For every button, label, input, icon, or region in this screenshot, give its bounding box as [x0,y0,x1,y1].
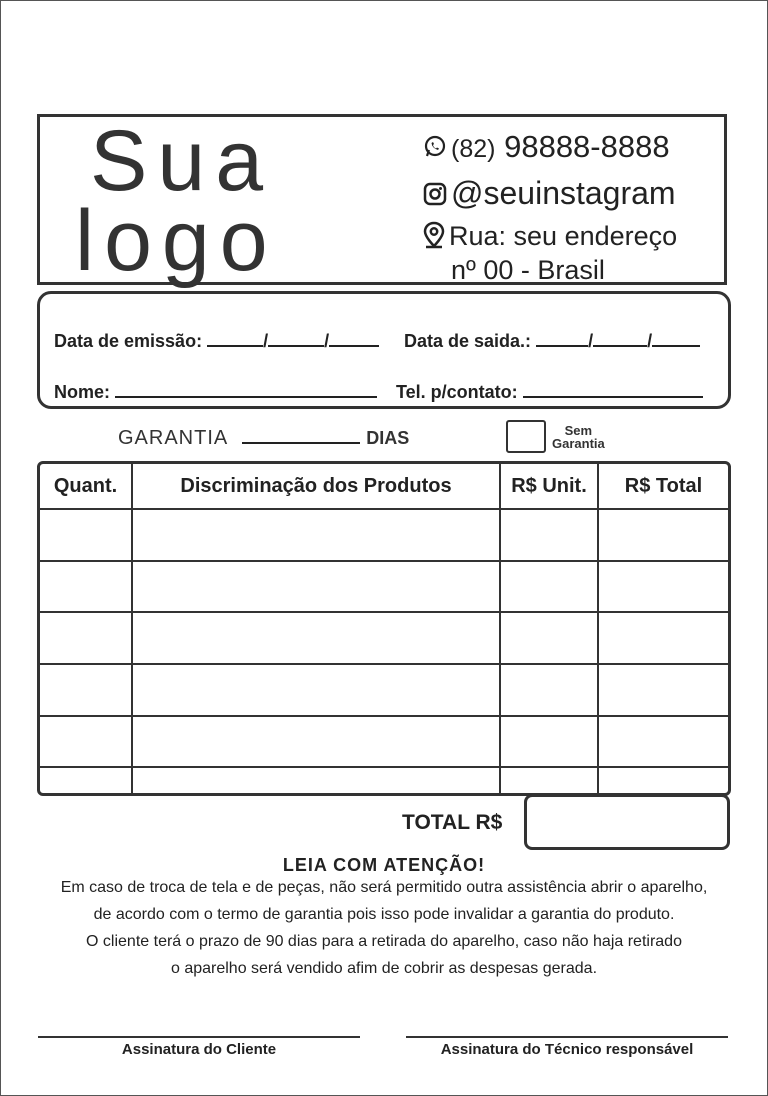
quantity-cell[interactable] [40,664,132,716]
contact-phone-field[interactable] [523,382,703,398]
total-price-cell[interactable] [598,716,728,768]
address-line1: Rua: seu endereço [449,221,678,252]
notice-title: LEIA COM ATENÇÃO! [282,855,486,875]
logo-text-line2: logo [75,193,278,289]
contact-phone-label: Tel. p/contato: [396,382,518,402]
unit-price-cell[interactable] [500,716,598,768]
notice-line: o aparelho será vendido afim de cobrir as despesas gerada. [170,960,598,977]
total-price-cell[interactable] [598,509,728,561]
header-box [37,113,727,289]
location-pin-icon [423,221,445,255]
unit-price-cell[interactable] [500,664,598,716]
total-price-cell[interactable] [598,561,728,613]
address-line2: nº 00 - Brasil [451,255,605,285]
description-cell[interactable] [132,561,500,613]
quantity-cell[interactable] [40,767,132,793]
logo-text-line1: Sua [90,113,274,209]
products-table [37,461,731,796]
customer-info-box [37,291,731,409]
name-field[interactable] [115,382,377,398]
quantity-cell[interactable] [40,716,132,768]
description-cell[interactable] [132,509,500,561]
contact-phone-row [396,382,703,403]
exit-month-field[interactable] [593,331,647,347]
address-contact [423,221,677,285]
col-header-total-price: R$ Total [598,464,728,509]
warranty-label: GARANTIA [118,427,228,449]
instagram-contact [423,175,676,214]
client-signature-line[interactable] [38,1036,360,1038]
emission-year-field[interactable] [329,331,379,347]
exit-year-field[interactable] [652,331,700,347]
warranty-row [118,427,409,450]
instagram-handle: @seuinstagram [451,175,676,211]
unit-price-cell[interactable] [500,612,598,664]
description-cell[interactable] [132,664,500,716]
total-price-cell[interactable] [598,612,728,664]
table-row [40,612,728,664]
client-signature-label: Assinatura do Cliente [121,1041,277,1058]
exit-date-row: Data de saida.: / / [404,331,700,352]
notice-line: O cliente terá o prazo de 90 dias para a retirada do aparelho, caso não haja retirado [86,933,682,950]
description-cell[interactable] [132,716,500,768]
name-row [54,382,377,403]
phone-number: 98888-8888 [504,129,670,164]
no-warranty-label-line2: Garantia [552,436,605,451]
no-warranty-label-line1: Sem [564,423,593,438]
table-row [40,509,728,561]
unit-price-cell[interactable] [500,561,598,613]
total-price-cell[interactable] [598,767,728,793]
whatsapp-icon [423,131,447,167]
instagram-icon [423,177,447,214]
emission-month-field[interactable] [268,331,324,347]
total-field[interactable] [524,794,730,850]
col-header-quantity: Quant. [40,464,132,509]
emission-date-row: Data de emissão: / / [54,331,379,352]
name-label: Nome: [54,382,111,402]
warranty-days-field[interactable] [242,428,360,444]
total-price-cell[interactable] [598,664,728,716]
table-row [40,561,728,613]
warranty-days-label: DIAS [366,428,410,448]
technician-signature-line[interactable] [406,1036,728,1038]
phone-contact [423,129,670,167]
table-row [40,664,728,716]
exit-day-field[interactable] [536,331,588,347]
no-warranty-checkbox[interactable] [506,420,546,453]
notice-line: de acordo com o termo de garantia pois isso pode invalidar a garantia do produto. [93,906,675,923]
table-row [40,716,728,768]
col-header-unit-price: R$ Unit. [500,464,598,509]
table-row [40,767,728,793]
description-cell[interactable] [132,767,500,793]
emission-day-field[interactable] [207,331,263,347]
unit-price-cell[interactable] [500,509,598,561]
no-warranty-label [552,424,605,450]
col-header-description: Discriminação dos Produtos [132,464,500,509]
technician-signature-label: Assinatura do Técnico responsável [440,1041,694,1058]
total-label: TOTAL R$ [402,811,503,834]
notice-line: Em caso de troca de tela e de peças, não será permitido outra assistência abrir o aparelho, [60,879,708,896]
table-header-row [40,464,728,509]
quantity-cell[interactable] [40,561,132,613]
exit-date-label: Data de saida.: [404,331,532,351]
description-cell[interactable] [132,612,500,664]
emission-date-label: Data de emissão: [54,331,203,351]
quantity-cell[interactable] [40,612,132,664]
unit-price-cell[interactable] [500,767,598,793]
phone-ddd: (82) [451,135,496,163]
quantity-cell[interactable] [40,509,132,561]
